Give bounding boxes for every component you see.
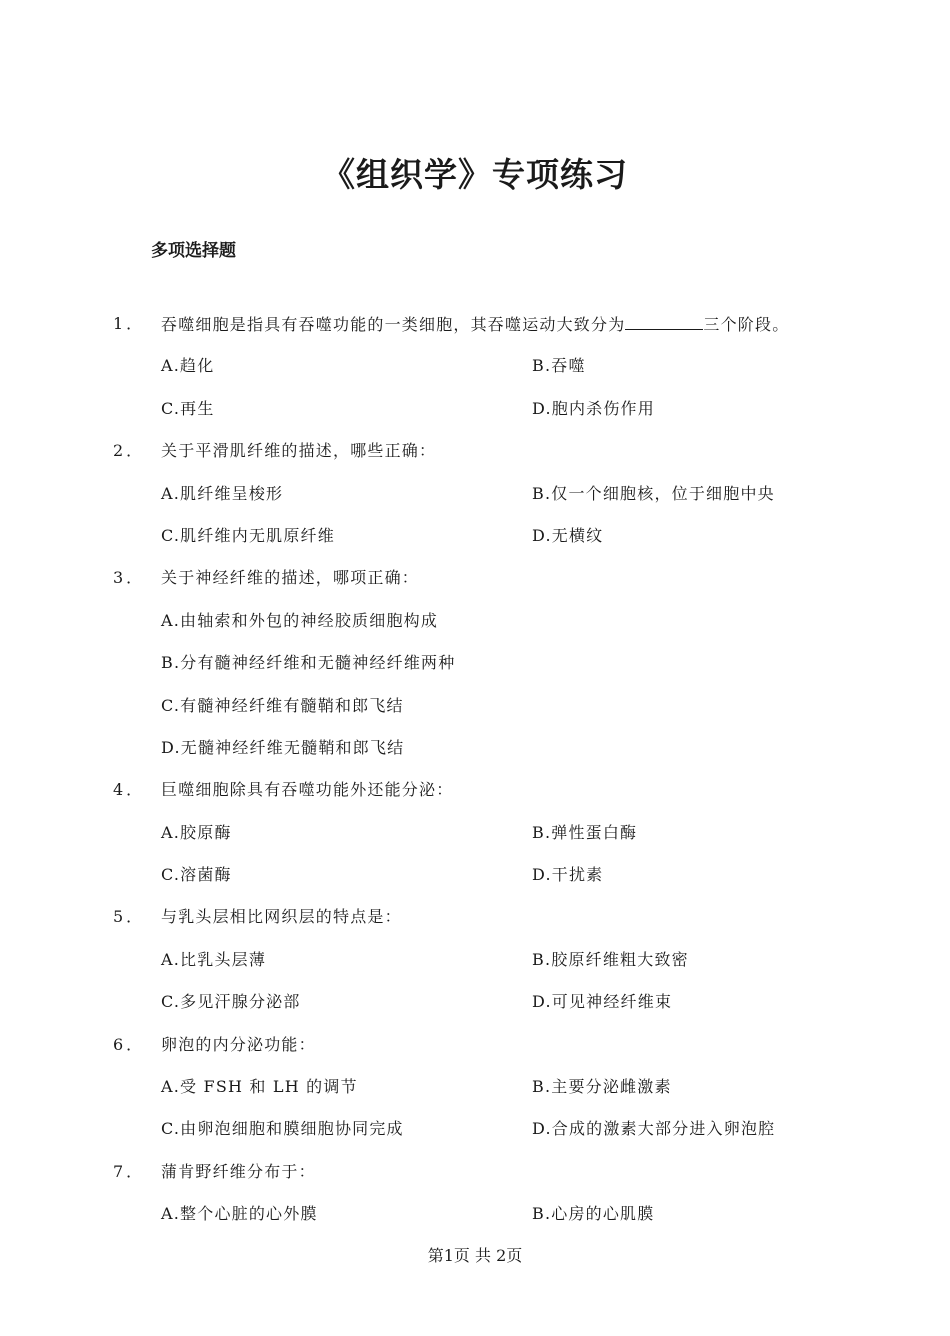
option-a: A.整个心脏的心外膜 (161, 1204, 318, 1224)
option-c: C.有髓神经纤维有髓鞘和郎飞结 (161, 695, 404, 715)
option-d: D.干扰素 (532, 865, 604, 885)
option-d: D.可见神经纤维束 (532, 992, 673, 1012)
option-b: B.吞噬 (532, 356, 586, 376)
option-c: C.溶菌酶 (161, 865, 232, 885)
question-3 (0, 565, 950, 777)
question-text: 蒲肯野纤维分布于： (161, 1161, 316, 1181)
option-a: A.比乳头层薄 (161, 949, 267, 969)
option-a: A.由轴索和外包的神经胶质细胞构成 (161, 610, 439, 630)
question-number: 3． (113, 568, 146, 588)
option-b: B.胶原纤维粗大致密 (532, 949, 689, 969)
section-heading: 多项选择题 (151, 241, 236, 261)
question-5 (0, 904, 950, 1031)
question-text: 卵泡的内分泌功能： (161, 1034, 316, 1054)
question-text: 与乳头层相比网织层的特点是： (161, 907, 402, 927)
question-7 (0, 1159, 950, 1244)
fill-blank (625, 311, 703, 330)
option-a: A.趋化 (161, 356, 215, 376)
option-c: C.肌纤维内无肌原纤维 (161, 525, 335, 545)
option-b: B.仅一个细胞核，位于细胞中央 (532, 483, 775, 503)
question-number: 2． (113, 441, 146, 461)
question-text (161, 311, 789, 338)
question-list (0, 311, 950, 1244)
option-d: D.无髓神经纤维无髓鞘和郎飞结 (161, 737, 405, 757)
option-b: B.心房的心肌膜 (532, 1204, 655, 1224)
question-2 (0, 438, 950, 565)
question-number: 7． (113, 1161, 146, 1181)
question-number: 4． (113, 780, 146, 800)
question-text: 巨噬细胞除具有吞噬功能外还能分泌： (161, 780, 454, 800)
question-6 (0, 1032, 950, 1159)
question-text: 关于神经纤维的描述，哪项正确： (161, 568, 420, 588)
question-4 (0, 777, 950, 904)
option-d: D.胞内杀伤作用 (532, 398, 655, 418)
question-text: 关于平滑肌纤维的描述，哪些正确： (161, 441, 437, 461)
question-number: 1． (113, 314, 146, 333)
option-c: C.再生 (161, 398, 215, 418)
option-c: C.由卵泡细胞和膜细胞协同完成 (161, 1119, 404, 1139)
page-footer: 第1页 共 2页 (427, 1246, 523, 1265)
option-b: B.弹性蛋白酶 (532, 822, 638, 842)
option-b: B.主要分泌雌激素 (532, 1077, 672, 1097)
option-c: C.多见汗腺分泌部 (161, 992, 301, 1012)
question-text-after: 三个阶段。 (703, 315, 790, 334)
option-d: D.无横纹 (532, 525, 604, 545)
question-number: 6． (113, 1034, 146, 1054)
question-text-before: 吞噬细胞是指具有吞噬功能的一类细胞，其吞噬运动大致分为 (161, 315, 626, 334)
option-a: A.胶原酶 (161, 822, 232, 842)
question-1 (0, 311, 950, 438)
option-a: A.受 FSH 和 LH 的调节 (161, 1077, 358, 1097)
option-b: B.分有髓神经纤维和无髓神经纤维两种 (161, 653, 456, 673)
option-d: D.合成的激素大部分进入卵泡腔 (532, 1119, 776, 1139)
question-number: 5． (113, 907, 146, 927)
option-a: A.肌纤维呈梭形 (161, 483, 284, 503)
page-title: 《组织学》专项练习 (322, 155, 628, 194)
